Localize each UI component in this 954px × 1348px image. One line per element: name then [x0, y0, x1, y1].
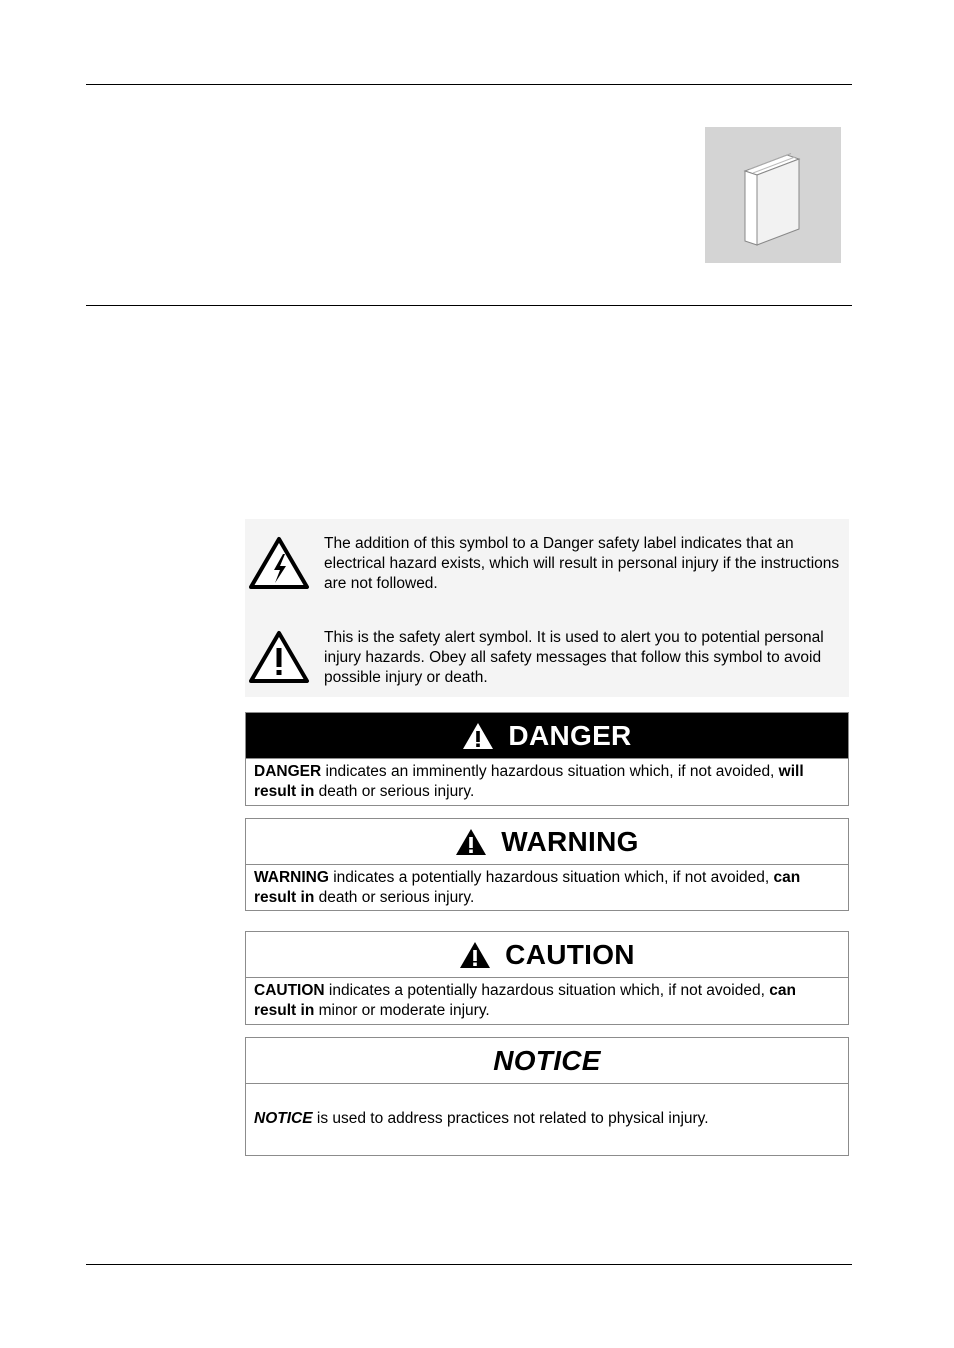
electrical-hazard-icon [247, 534, 311, 592]
electrical-symbol-text: The addition of this symbol to a Danger safety label indicates that an electrical hazard exists, which will result in personal injury if the instructions are not followed. [324, 535, 840, 592]
alert-triangle-icon [462, 722, 494, 750]
notice-header [246, 1038, 848, 1084]
caution-title: CAUTION [505, 938, 635, 970]
alert-triangle-icon [455, 828, 487, 856]
symbol-definitions [245, 519, 849, 697]
notice-box [245, 1037, 849, 1156]
caution-text-1: indicates a potentially hazardous situation which, if not avoided, [324, 982, 770, 999]
top-rule [86, 84, 852, 85]
warning-text-1: indicates a potentially hazardous situation which, if not avoided, [328, 869, 774, 886]
warning-lead: WARNING [254, 869, 329, 886]
caution-header [246, 932, 848, 978]
danger-title: DANGER [508, 719, 632, 751]
warning-box [245, 818, 849, 911]
notice-text-1: is used to address practices not related to physical injury. [312, 1110, 709, 1127]
safety-alert-icon [247, 628, 311, 686]
header-bottom-rule [86, 305, 852, 306]
caution-text [246, 978, 848, 1021]
caution-lead: CAUTION [254, 982, 325, 999]
danger-text-1: indicates an imminently hazardous situation which, if not avoided, [321, 763, 779, 780]
warning-header [246, 819, 848, 865]
danger-emphasis: will result in [254, 763, 804, 800]
danger-box [245, 712, 849, 806]
caution-emphasis: can result in [254, 982, 796, 1019]
danger-text-2: death or serious injury. [314, 783, 475, 800]
book-icon-box [705, 127, 841, 263]
danger-header [246, 713, 848, 759]
book-icon [705, 127, 841, 263]
warning-text [246, 865, 848, 908]
notice-title: NOTICE [493, 1044, 601, 1076]
danger-text [246, 759, 848, 802]
warning-title: WARNING [501, 825, 639, 857]
footer-rule [86, 1264, 852, 1265]
caution-text-2: minor or moderate injury. [314, 1002, 490, 1019]
caution-box [245, 931, 849, 1025]
alert-triangle-icon [459, 941, 491, 969]
danger-lead: DANGER [254, 763, 322, 780]
warning-text-2: death or serious injury. [314, 889, 475, 906]
notice-text [246, 1084, 848, 1129]
alert-symbol-text: This is the safety alert symbol. It is used to alert you to potential personal injury hazards. Obey all safety messages that follow this symbol to avoid possible injury or death. [324, 629, 824, 686]
warning-emphasis: can result in [254, 869, 801, 906]
notice-lead: NOTICE [254, 1110, 313, 1127]
